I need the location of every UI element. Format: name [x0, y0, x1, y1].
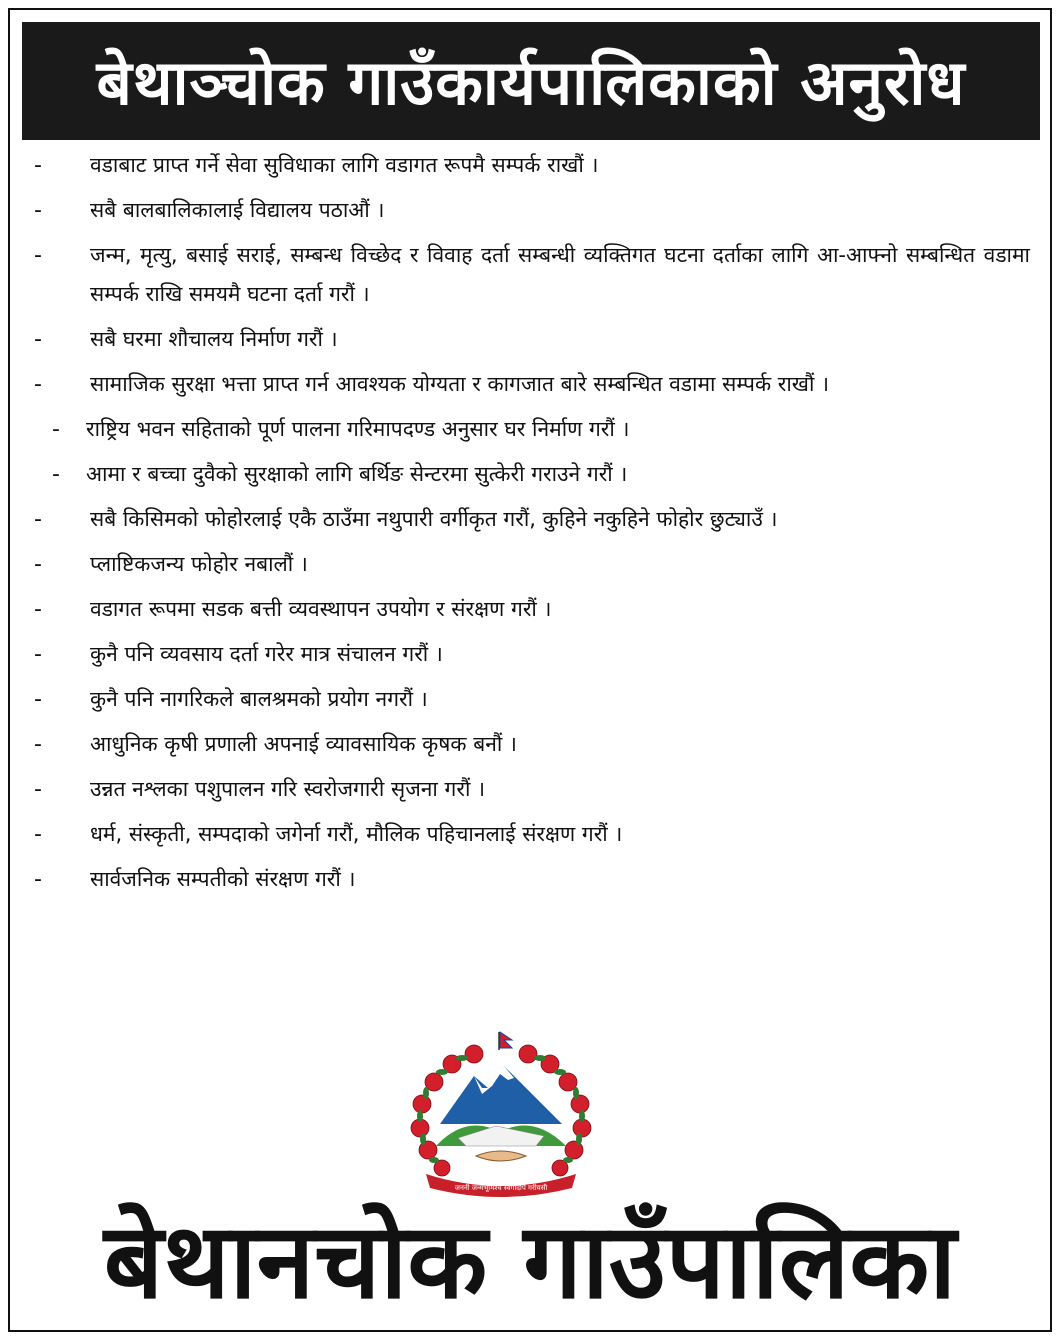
- list-item-text: आधुनिक कृषी प्रणाली अपनाई व्यावसायिक कृषक बनौं ।: [90, 732, 517, 756]
- dash-bullet: -: [34, 867, 42, 892]
- list-item: [30, 146, 1030, 185]
- list-item: [30, 860, 1030, 899]
- list-item-text: सबै बालबालिकालाई विद्यालय पठाऔं ।: [90, 198, 385, 222]
- dash-bullet: -: [52, 462, 60, 487]
- dash-bullet: -: [34, 243, 42, 268]
- page-title: बेथाञ्चोक गाउँकार्यपालिकाको अनुरोध: [96, 46, 966, 119]
- list-item-text: सार्वजनिक सम्पतीको संरक्षण गरौं ।: [90, 867, 356, 891]
- list-item: [30, 545, 1030, 584]
- list-item-text: आमा र बच्चा दुवैको सुरक्षाको लागि बर्थिङ सेन्टरमा सुत्केरी गराउने गरौं ।: [86, 462, 628, 486]
- list-item: [30, 590, 1030, 629]
- list-item-text: कुनै पनि व्यवसाय दर्ता गरेर मात्र संचालन गरौं ।: [90, 642, 443, 666]
- nepal-emblem-icon: [396, 1028, 606, 1198]
- dash-bullet: -: [34, 597, 42, 622]
- dash-bullet: -: [52, 417, 60, 442]
- dash-bullet: -: [34, 732, 42, 757]
- list-item: [30, 680, 1030, 719]
- list-item-text: सामाजिक सुरक्षा भत्ता प्राप्त गर्न आवश्यक योग्यता र कागजात बारे सम्बन्धित वडामा सम्पर्क राखौं ।: [90, 372, 830, 396]
- list-item-text: सबै घरमा शौचालय निर्माण गरौं ।: [90, 327, 338, 351]
- dash-bullet: -: [34, 327, 42, 352]
- list-item-text: सबै किसिमको फोहोरलाई एकै ठाउँमा नथुपारी वर्गीकृत गरौं, कुहिने नकुहिने फोहोर छुट्याउँ ।: [90, 507, 778, 531]
- list-item: [30, 770, 1030, 809]
- dash-bullet: -: [34, 777, 42, 802]
- list-item-text: उन्नत नश्लका पशुपालन गरि स्वरोजगारी सृजना गरौं ।: [90, 777, 486, 801]
- list-item: [30, 410, 1030, 449]
- dash-bullet: -: [34, 507, 42, 532]
- list-item: [30, 815, 1030, 854]
- list-item: [30, 635, 1030, 674]
- list-item-text: वडागत रूपमा सडक बत्ती व्यवस्थापन उपयोग र संरक्षण गरौं ।: [90, 597, 552, 621]
- dash-bullet: -: [34, 198, 42, 223]
- footer-title: बेथानचोक गाउँपालिका: [103, 1200, 957, 1322]
- list-item: [30, 725, 1030, 764]
- request-list: [30, 146, 1030, 905]
- dash-bullet: -: [34, 687, 42, 712]
- list-item: [30, 320, 1030, 359]
- dash-bullet: -: [34, 642, 42, 667]
- dash-bullet: -: [34, 372, 42, 397]
- list-item-text: प्लाष्टिकजन्य फोहोर नबालौं ।: [90, 552, 308, 576]
- list-item: [30, 500, 1030, 539]
- list-item: [30, 455, 1030, 494]
- list-item-text: कुनै पनि नागरिकले बालश्रमको प्रयोग नगरौं ।: [90, 687, 428, 711]
- list-item-text: जन्म, मृत्यु, बसाई सराई, सम्बन्ध विच्छेद र विवाह दर्ता सम्बन्धी व्यक्तिगत घटना दर्ताका लागि आ-आफ्नो सम्बन्धित वडामा सम्पर्क राखि समयमै घटना दर्ता गरौं ।: [90, 243, 1030, 306]
- list-item: [30, 191, 1030, 230]
- dash-bullet: -: [34, 153, 42, 178]
- list-item: [30, 236, 1030, 314]
- list-item-text: धर्म, संस्कृती, सम्पदाको जगेर्ना गरौं, मौलिक पहिचानलाई संरक्षण गरौं ।: [90, 822, 623, 846]
- dash-bullet: -: [34, 552, 42, 577]
- list-item-text: वडाबाट प्राप्त गर्ने सेवा सुविधाका लागि वडागत रूपमै सम्पर्क राखौं ।: [90, 153, 599, 177]
- list-item: [30, 365, 1030, 404]
- header-banner: [22, 22, 1040, 140]
- dash-bullet: -: [34, 822, 42, 847]
- list-item-text: राष्ट्रिय भवन सहिताको पूर्ण पालना गरिमापदण्ड अनुसार घर निर्माण गरौं ।: [86, 417, 630, 441]
- emblem-caption: जननी जन्मभूमिश्च स्वर्गादपि गरीयसी: [454, 1184, 548, 1192]
